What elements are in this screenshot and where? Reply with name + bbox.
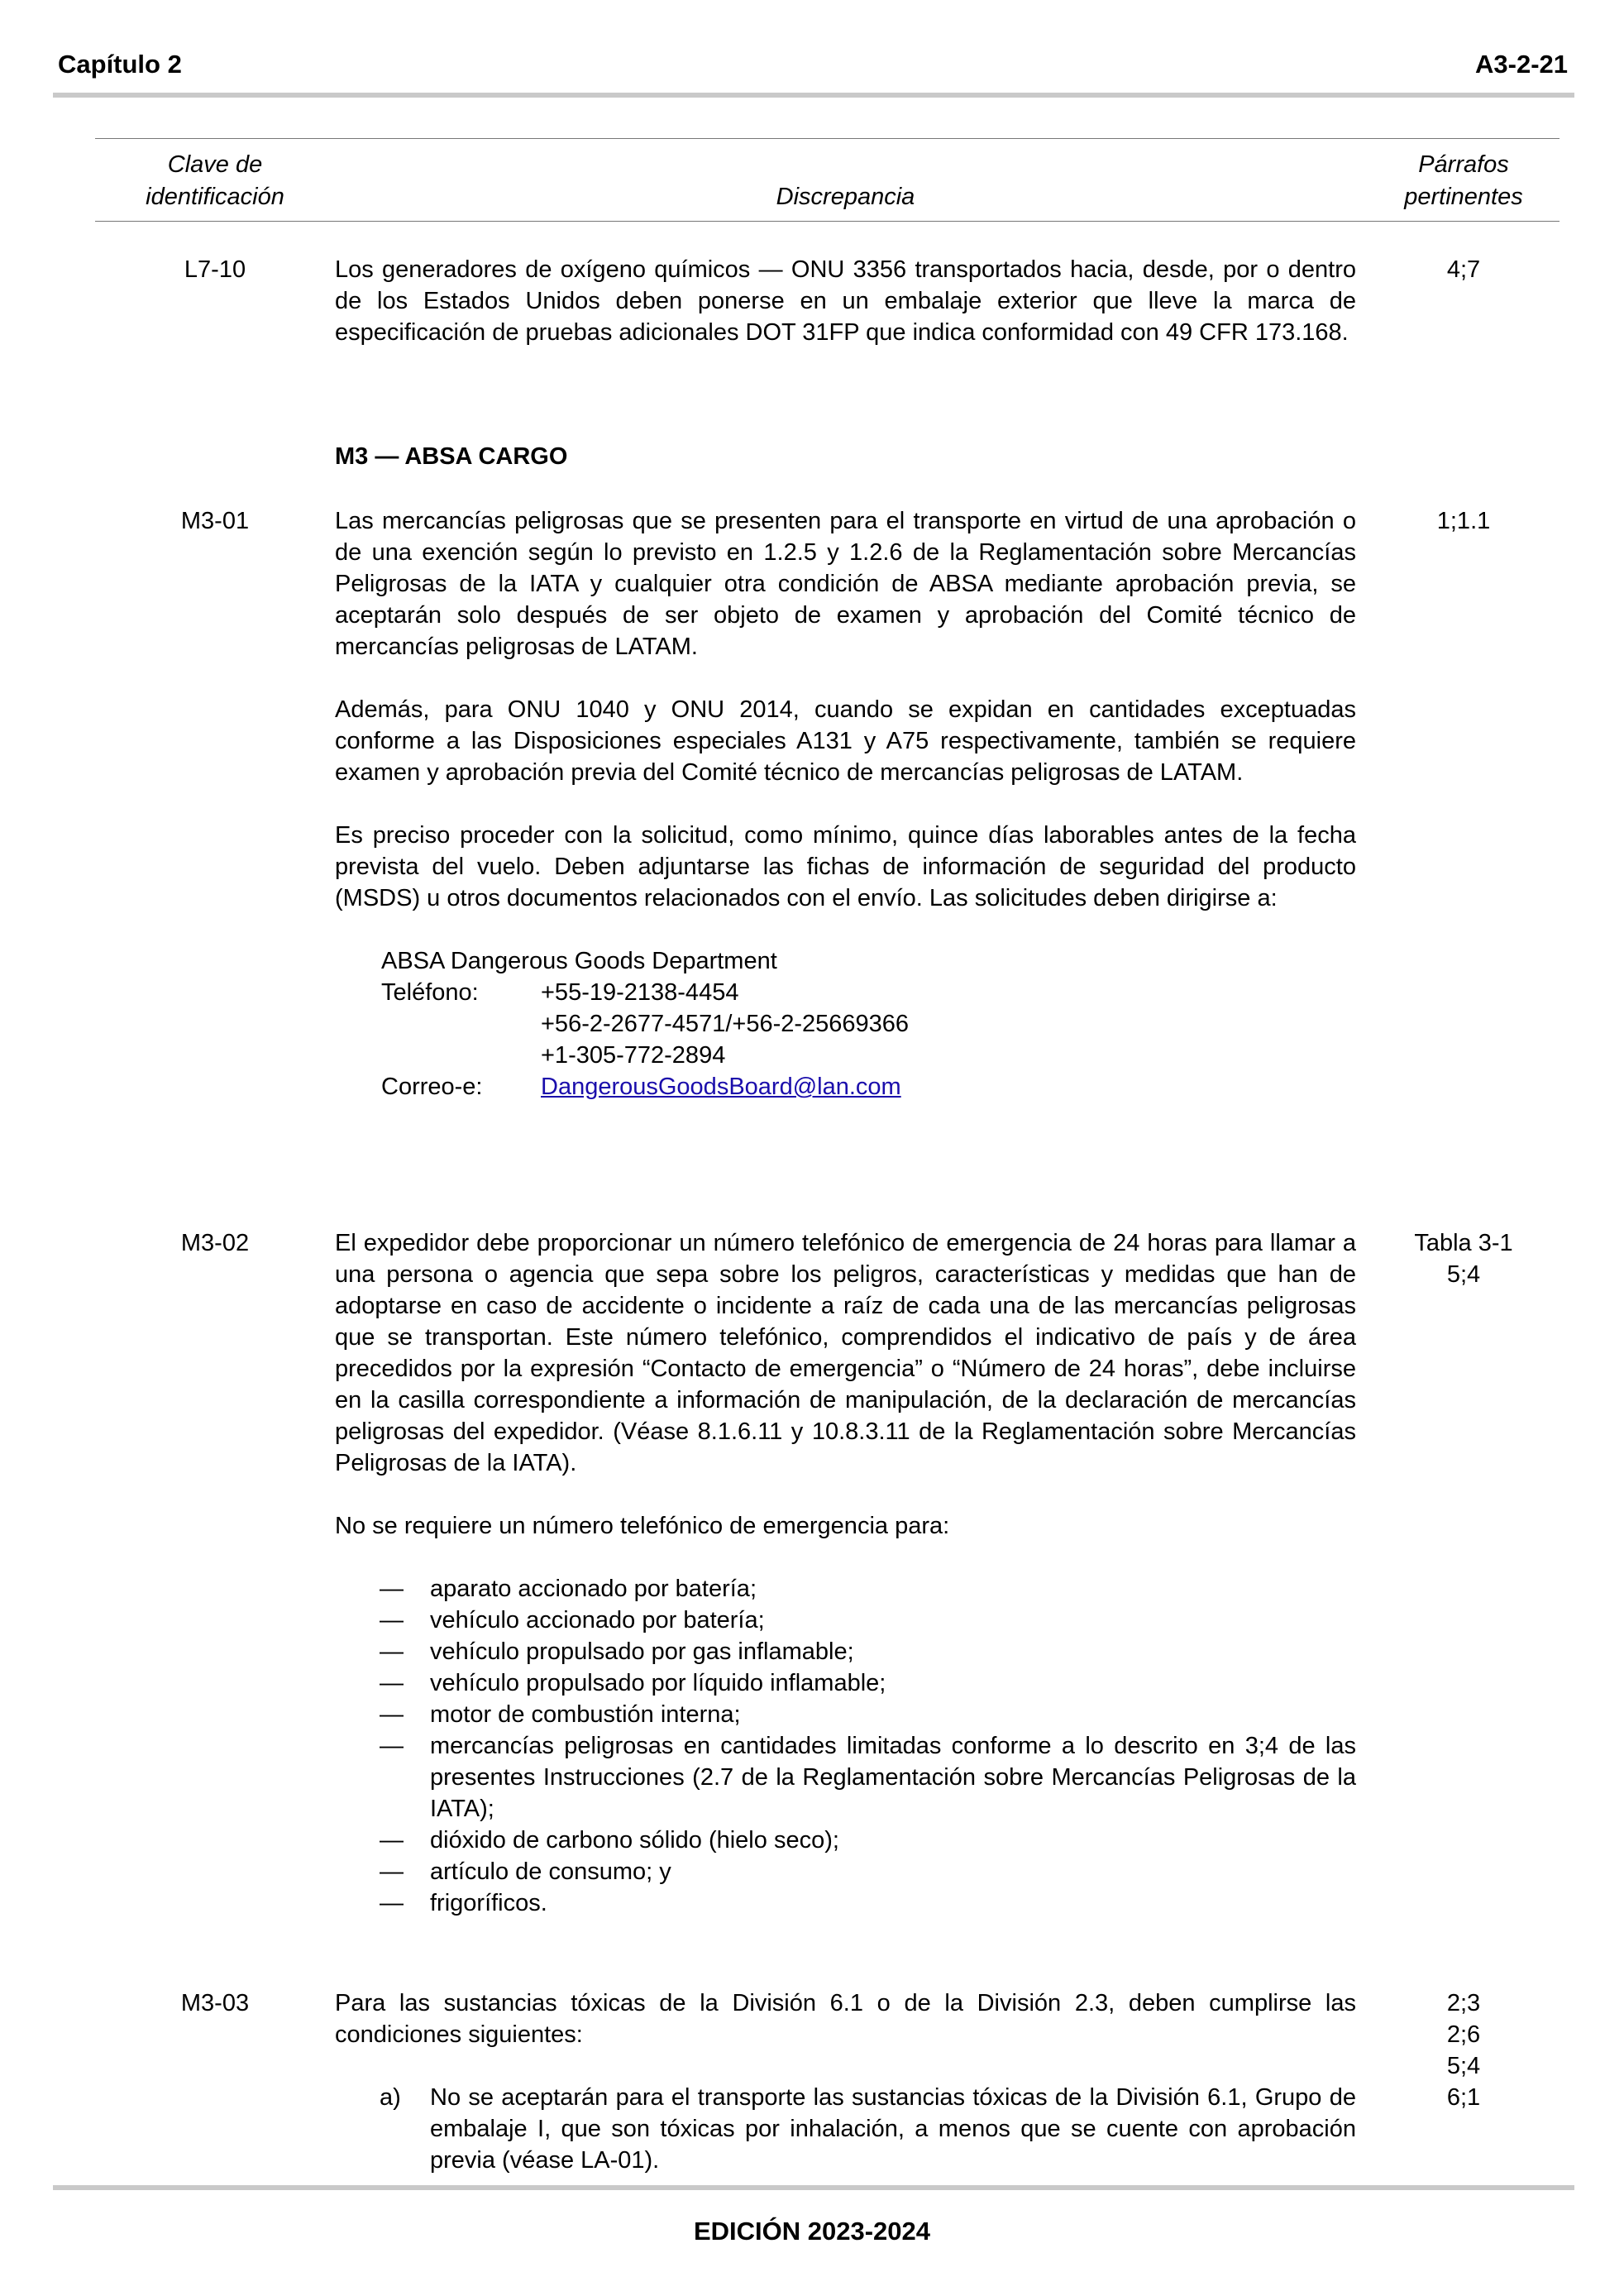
list-item: — aparato accionado por batería;: [380, 1576, 757, 1602]
chapter-title: Capítulo 2: [58, 50, 182, 79]
row-discrepancy: Las mercancías peligrosas que se presenten para el transporte en virtud de una aprobación o de una exención según lo previsto en 1.2.5 y 1.2.6 de la Reglamentación sobre Mercancías Peligrosas de la IATA y cualquier otra condición de ABSA mediante aprobación previa, se aceptarán solo después de ser objeto de examen y aprobación del Comité técnico de mercancías peligrosas de LATAM. Además, para ONU 1040 y ONU 2014, cuando se expidan en cantidades exceptuadas conforme a las Disposiciones especiales A131 y A75 respectivamente, también se requiere examen y aprobación previa del Comité técnico de mercancías peligrosas de LATAM. Es preciso proceder con la solicitud, como mínimo, quince días laborables antes de la fecha prevista del vuelo. Deben adjuntarse las fichas de información de seguridad del producto (MSDS) u otros documentos relacionados con el envío. Las solicitudes deben dirigirse a: ABSA Dangerous Goods Department Teléfono: +55-19-2138-4454 +56-2-2677-4571/+56-2-25669366 +1-305-772-2894 Correo-e: DangerousGoodsBoard@lan.com: [335, 505, 1356, 1103]
contact-phone-line: Teléfono: +55-19-2138-4454: [381, 979, 739, 1006]
list-item: — vehículo propulsado por líquido inflamable;: [380, 1670, 886, 1696]
header-rule: [53, 93, 1574, 98]
list-item: — artículo de consumo; y: [380, 1858, 671, 1885]
list-item: — vehículo propulsado por gas inflamable;: [380, 1638, 854, 1665]
list-item: — dióxido de carbono sólido (hielo seco);: [380, 1827, 839, 1854]
row-key: M3-02: [180, 1230, 250, 1256]
contact-block: [335, 945, 1356, 1103]
column-header-paragraphs: Párrafos pertinentes: [1404, 151, 1523, 210]
contact-org: ABSA Dangerous Goods Department: [381, 948, 777, 974]
row-paragraphs: 4;7: [1446, 256, 1481, 283]
edition-footer: EDICIÓN 2023-2024: [693, 2217, 931, 2246]
list-item: — mercancías peligrosas en cantidades limitadas conforme a lo descrito en 3;4 de las presentes Instrucciones (2.7 de la Reglamentación sobre Mercancías Peligrosas de la IATA);: [380, 1733, 1356, 1822]
row-key: M3-01: [180, 508, 250, 534]
row-key: M3-03: [180, 1990, 250, 2016]
column-header-discrepancy: Discrepancia: [776, 184, 915, 210]
contact-phone-line: +1-305-772-2894: [541, 1042, 726, 1069]
row-discrepancy: Los generadores de oxígeno químicos — ONU 3356 transportados hacia, desde, por o dentro de los Estados Unidos deben ponerse en un embalaje exterior que lleve la marca de especificación de pruebas adicionales DOT 31FP que indica conformidad con 49 CFR 173.168.: [335, 256, 1356, 346]
list-item: a) No se aceptarán para el transporte las sustancias tóxicas de la División 6.1, Grupo de embalaje I, que son tóxicas por inhalación, a menos que se cuente con aprobación previa (véase LA-01).: [380, 2084, 1356, 2174]
row-key: L7-10: [184, 256, 246, 283]
list-item: — frigoríficos.: [380, 1890, 547, 1916]
table-header-bottom-rule: [95, 221, 1560, 222]
row-paragraphs: 2;3 2;6 5;4 6;1: [1446, 1990, 1481, 2111]
list-item: — motor de combustión interna;: [380, 1701, 741, 1728]
table-header-top-rule: [95, 138, 1560, 139]
contact-email-line: Correo-e: DangerousGoodsBoard@lan.com: [381, 1074, 901, 1100]
list-item: — vehículo accionado por batería;: [380, 1607, 765, 1634]
row-discrepancy: Para las sustancias tóxicas de la División 6.1 o de la División 2.3, deben cumplirse las condiciones siguientes: a) No se aceptarán para el transporte las sustancias tóxicas de la División 6.1, Grupo de embalaje I, que son tóxicas por inhalación, a menos que se cuente con aprobación previa (véase LA-01).: [335, 1987, 1356, 2176]
row-paragraphs: 1;1.1: [1436, 508, 1491, 534]
contact-phone-line: +56-2-2677-4571/+56-2-25669366: [541, 1011, 910, 1037]
conditions-list: [335, 2082, 1356, 2176]
column-header-key: Clave de identificación: [146, 151, 284, 210]
row-discrepancy: El expedidor debe proporcionar un número telefónico de emergencia de 24 horas para llamar a una persona o agencia que sepa sobre los peligros, características y medidas que han de adoptarse en caso de accidente o incidente a raíz de cada una de las mercancías peligrosas que se transportan. Este número telefónico, comprendidos el indicativo de país y de área precedidos por la expresión “Contacto de emergencia” o “Número de 24 horas”, debe incluirse en la casilla correspondiente a información de manipulación, de la declaración de mercancías peligrosas del expedidor. (Véase 8.1.6.11 y 10.8.3.11 de la Reglamentación sobre Mercancías Peligrosas de la IATA). No se requiere un número telefónico de emergencia para: — aparato accionado por batería; — vehículo accionado por batería; — vehículo propulsado por gas inflamable; — vehículo propulsado por líquido inflamable; — motor de combustión interna; — mercancías peligrosas en cantidades limitadas conforme a lo descrito en 3;4 de las presentes Instrucciones (2.7 de la Reglamentación sobre Mercancías Peligrosas de la IATA); — dióxido de carbono sólido (hielo seco); — artículo de consumo; y — frigoríficos.: [335, 1227, 1356, 1919]
exemption-list: [335, 1573, 1356, 1919]
footer-rule: [53, 2185, 1574, 2190]
page-reference: A3-2-21: [1475, 50, 1568, 79]
email-link[interactable]: DangerousGoodsBoard@lan.com: [541, 1074, 901, 1100]
section-title: M3 — ABSA CARGO: [335, 443, 568, 470]
row-paragraphs: Tabla 3-1 5;4: [1414, 1230, 1513, 1288]
